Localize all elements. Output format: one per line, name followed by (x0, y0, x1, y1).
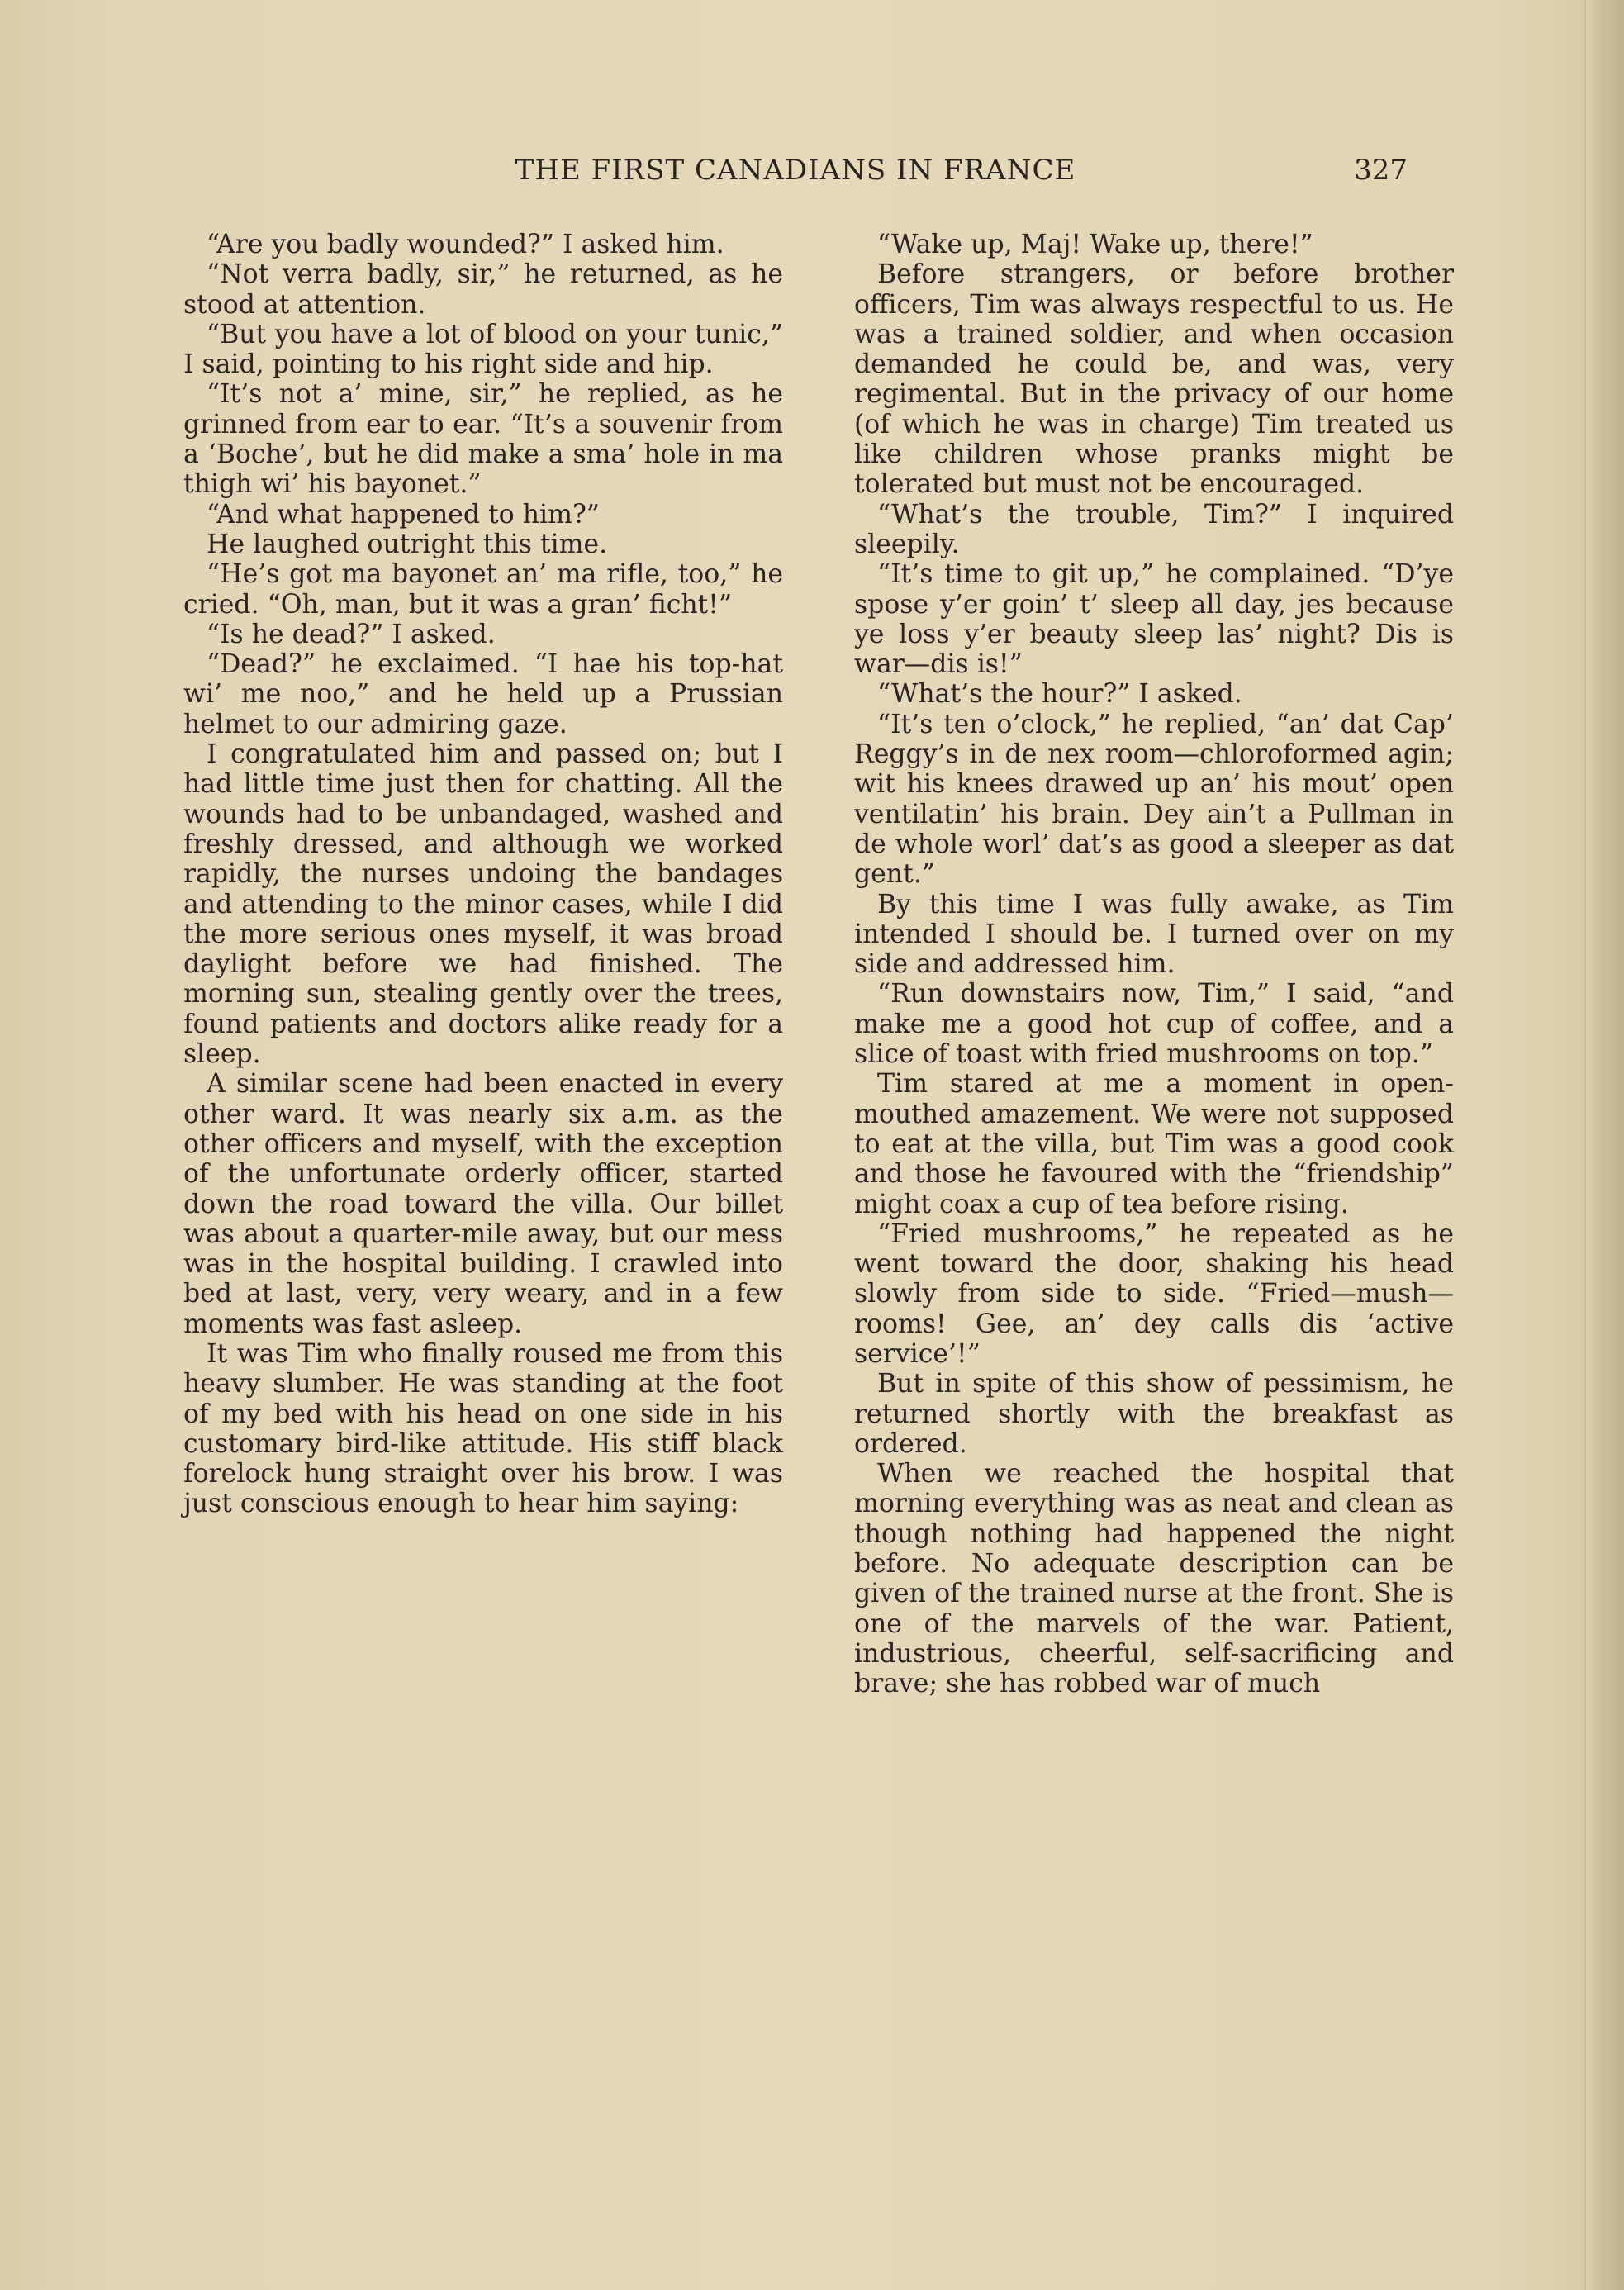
paragraph: He laughed outright this time. (207, 529, 608, 559)
left-column (183, 230, 783, 1519)
paragraph: “What’s the trouble, Tim?” I inquired sleepily. (854, 499, 1454, 559)
page-number: 327 (1354, 154, 1408, 187)
paragraph: “It’s time to git up,” he complained. “D’ye spose y’er goin’ t’ sleep all day, jes because ye loss y’er beauty sleep las’ night? Dis is war—dis is!” (854, 559, 1454, 680)
paragraph: When we reached the hospital that morning everything was as neat and clean as though nothing had happened the night before. No adequate description can be given of the trained nurse at the front. She is one of the marvels of the war. Patient, industrious, cheerful, self-sacrificing and brave; she has robbed war of much (854, 1459, 1454, 1699)
paragraph: “And what happened to him?” (207, 499, 600, 530)
paragraph: “Fried mushrooms,” he repeated as he went toward the door, shaking his head slowly from side to side. “Fried—mush—rooms! Gee, an’ dey calls dis ‘active service’!” (854, 1219, 1454, 1369)
paragraph: “Wake up, Maj! Wake up, there!” (877, 230, 1313, 259)
paragraph: Before strangers, or before brother officers, Tim was always respectful to us. He was a trained soldier, and when occasion demanded he could be, and was, very regimental. But in the privacy of our home (of which he was in charge) Tim treated us like children whose pranks might be tolerated but must not be encouraged. (854, 259, 1454, 500)
paragraph: “Run downstairs now, Tim,” I said, “and make me a good hot cup of coffee, and a slice of toast with fried mushrooms on top.” (854, 979, 1454, 1070)
paragraph: Tim stared at me a moment in open-mouthed amazement. We were not supposed to eat at the villa, but Tim was a good cook and those he favoured with the “friendship” might coax a cup of tea before rising. (854, 1069, 1454, 1219)
paragraph: “Are you badly wounded?” I asked him. (207, 230, 724, 259)
right-column (854, 230, 1454, 1699)
running-title: THE FIRST CANADIANS IN FRANCE (515, 154, 1076, 187)
paragraph: “Dead?” he exclaimed. “I hae his top-hat wi’ me noo,” and he held up a Prussian helmet to our admiring gaze. (183, 649, 783, 739)
paragraph: It was Tim who finally roused me from this heavy slumber. He was standing at the foot of my bed with his head on one side in his customary bird-like attitude. His stiff black forelock hung straight over his brow. I was just conscious enough to hear him saying: (183, 1338, 783, 1519)
paragraph: “But you have a lot of blood on your tunic,” I said, pointing to his right side and hip. (183, 319, 783, 380)
page-header (183, 154, 1408, 203)
page-edge (1584, 0, 1624, 2290)
paragraph: “Is he dead?” I asked. (207, 619, 496, 649)
paragraph: “Not verra badly, sir,” he returned, as he stood at attention. (183, 259, 783, 320)
paragraph: “It’s not a’ mine, sir,” he replied, as he grinned from ear to ear. “It’s a souvenir from a ‘Boche’, but he did make a sma’ hole in ma thigh wi’ his bayonet.” (183, 379, 783, 500)
paragraph: “It’s ten o’clock,” he replied, “an’ dat Cap’ Reggy’s in de nex room—chloroformed agin; wit his knees drawed up an’ his mout’ open ventilatin’ his brain. Dey ain’t a Pullman in de whole worl’ dat’s as good a sleeper as dat gent.” (854, 709, 1454, 890)
paragraph: I congratulated him and passed on; but I had little time just then for chatting. All the wounds had to be unbandaged, washed and freshly dressed, and although we worked rapidly, the nurses undoing the bandages and attending to the minor cases, while I did the more serious ones myself, it was broad daylight before we had finished. The morning sun, stealing gently over the trees, found patients and doctors alike ready for a sleep. (183, 739, 783, 1070)
paragraph: A similar scene had been enacted in every other ward. It was nearly six a.m. as the other officers and myself, with the exception of the unfortunate orderly officer, started down the road toward the villa. Our billet was about a quarter-mile away, but our mess was in the hospital building. I crawled into bed at last, very, very weary, and in a few moments was fast asleep. (183, 1069, 783, 1339)
paragraph: “What’s the hour?” I asked. (877, 679, 1242, 710)
paragraph: “He’s got ma bayonet an’ ma rifle, too,” he cried. “Oh, man, but it was a gran’ ficht!” (183, 559, 783, 620)
paragraph: By this time I was fully awake, as Tim intended I should be. I turned over on my side and addressed him. (854, 889, 1454, 980)
paragraph: But in spite of this show of pessimism, he returned shortly with the breakfast as ordered. (854, 1369, 1454, 1459)
